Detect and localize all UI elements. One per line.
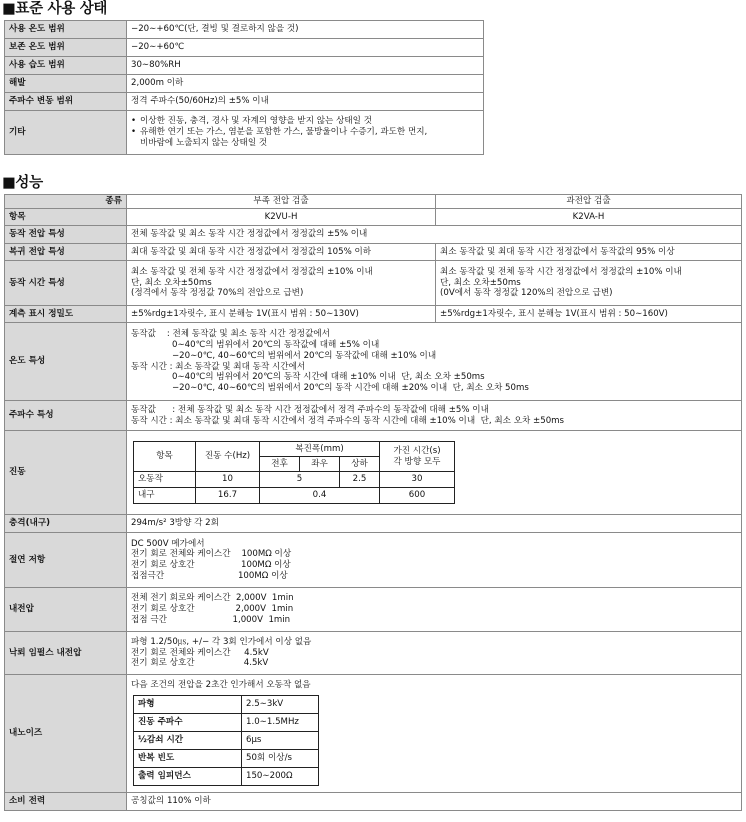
vib-head-amp: 복진폭(mm) <box>260 442 380 457</box>
row-value <box>127 431 742 515</box>
row-label: 낙뢰 임펄스 내전압 <box>5 632 127 675</box>
vib-head-item: 항목 <box>134 442 196 472</box>
noise-key: 반복 빈도 <box>134 749 242 767</box>
row-value: DC 500V 메가에서 전기 회로 전체와 케이스간 100MΩ 이상 전기 회로 상호간 100MΩ 이상 접점극간 100MΩ 이상 <box>127 533 742 588</box>
vib-cell: 0.4 <box>260 488 380 504</box>
head-kind: 종류 <box>5 195 127 209</box>
vib-cell: 16.7 <box>196 488 260 504</box>
vib-head-ud: 상하 <box>340 457 380 472</box>
row-label: 내전압 <box>5 588 127 632</box>
noise-value: 50회 이상/s <box>242 749 319 767</box>
section-title-standard: ■표준 사용 상태 <box>2 1 108 17</box>
row-label: 복귀 전압 특성 <box>5 244 127 261</box>
row-value: 파형 1.2/50㎲, +/− 각 3회 인가에서 이상 없음 전기 회로 전체와 케이스간 4.5kV 전기 회로 상호간 4.5kV <box>127 632 742 675</box>
noise-key: 출력 임피던스 <box>134 767 242 785</box>
noise-table <box>133 695 319 786</box>
head-model1: K2VU-H <box>127 209 436 226</box>
row-label: 동작 시간 특성 <box>5 261 127 306</box>
vib-head-freq: 진동 수(Hz) <box>196 442 260 472</box>
row-label: 절연 저항 <box>5 533 127 588</box>
list-item: • 유해한 연기 또는 가스, 염분을 포함한 가스, 물방울이나 수증기, 과도한 먼지, 비바람에 노출되지 않는 상태일 것 <box>131 127 479 148</box>
vib-head-lr: 좌우 <box>300 457 340 472</box>
row-value: 최소 동작값 및 최대 동작 시간 정정값에서 동작값의 95% 이상 <box>436 244 742 261</box>
row-value: 동작값 : 전체 동작값 및 최소 동작 시간 정정값에서 0∼40℃의 범위에서 20℃의 동작값에 대해 ±5% 이내 −20∼0℃, 40∼60℃의 범위에서 20℃의 동작값에 대해 ±10% 이내 동작 시간 : 최소 동작값 및 최대 동작 시간에서 0∼40℃의 범위에서 20℃의 동작 시간에 대해 ±10% 이내 단, 최소 오차 ±50ms −20∼0℃, 40∼60℃의 범위에서 20℃의 동작 시간에 대해 ±20% 이내 단, 최소 오차 50ms <box>127 323 742 401</box>
row-value <box>127 675 742 793</box>
row-value: 2,000m 이하 <box>127 75 484 93</box>
vib-cell: 5 <box>260 472 340 488</box>
row-value: 전체 동작값 및 최소 동작 시간 정정값에서 정정값의 ±5% 이내 <box>127 226 742 244</box>
vib-cell: 600 <box>380 488 455 504</box>
noise-key: 파형 <box>134 695 242 713</box>
row-value <box>127 111 484 155</box>
standard-conditions-table <box>4 20 484 155</box>
row-label: 진동 <box>5 431 127 515</box>
noise-intro: 다음 조건의 전압을 2초간 인가해서 오동작 없음 <box>131 680 311 691</box>
row-label: 기타 <box>5 111 127 155</box>
vib-cell: 30 <box>380 472 455 488</box>
section-title-performance: ■성능 <box>2 175 43 191</box>
vib-head-fb: 전후 <box>260 457 300 472</box>
head-col2: 과전압 검출 <box>436 195 742 209</box>
row-label: 소비 전력 <box>5 793 127 811</box>
row-value: 전체 전기 회로와 케이스간 2,000V 1min 전기 회로 상호간 2,000V 1min 접점 극간 1,000V 1min <box>127 588 742 632</box>
row-value: 최대 동작값 및 최대 동작 시간 정정값에서 정정값의 105% 이하 <box>127 244 436 261</box>
row-label: 동작 전압 특성 <box>5 226 127 244</box>
vib-cell: 2.5 <box>340 472 380 488</box>
vib-head-time: 가진 시간(s) 각 방향 모두 <box>380 442 455 472</box>
noise-key: ½감쇠 시간 <box>134 731 242 749</box>
vib-row-name: 내구 <box>134 488 196 504</box>
noise-value: 1.0∼1.5MHz <box>242 713 319 731</box>
row-value: 공칭값의 110% 이하 <box>127 793 742 811</box>
row-value: 동작값 : 전체 동작값 및 최소 동작 시간 정정값에서 정격 주파수의 동작값에 대해 ±5% 이내 동작 시간 : 최소 동작값 및 최대 동작 시간에서 정격 주파수의 동작 시간에 대해 ±10% 이내 단, 최소 오차 ±50ms <box>127 401 742 431</box>
head-item: 항목 <box>5 209 127 226</box>
list-item: • 이상한 진동, 충격, 경사 및 자계의 영향을 받지 않는 상태일 것 <box>131 116 479 127</box>
head-col1: 부족 전압 검출 <box>127 195 436 209</box>
row-label: 계측 표시 정밀도 <box>5 306 127 323</box>
noise-key: 진동 주파수 <box>134 713 242 731</box>
noise-value: 6μs <box>242 731 319 749</box>
row-label: 내노이즈 <box>5 675 127 793</box>
row-label: 사용 온도 범위 <box>5 21 127 39</box>
row-value: −20∼+60℃(단, 결빙 및 결로하지 않을 것) <box>127 21 484 39</box>
row-label: 사용 습도 범위 <box>5 57 127 75</box>
row-value: 정격 주파수(50/60Hz)의 ±5% 이내 <box>127 93 484 111</box>
row-value: −20∼+60℃ <box>127 39 484 57</box>
performance-table <box>4 194 742 811</box>
vibration-table <box>133 441 455 504</box>
row-value: 30∼80%RH <box>127 57 484 75</box>
vib-row-name: 오동작 <box>134 472 196 488</box>
row-label: 주파수 특성 <box>5 401 127 431</box>
row-value: ±5%rdg±1자릿수, 표시 분해능 1V(표시 범위 : 50∼160V) <box>436 306 742 323</box>
head-model2: K2VA-H <box>436 209 742 226</box>
row-label: 보존 온도 범위 <box>5 39 127 57</box>
row-label: 온도 특성 <box>5 323 127 401</box>
row-value: 최소 동작값 및 전체 동작 시간 정정값에서 정정값의 ±10% 이내 단, 최소 오차±50ms (정격에서 동작 정정값 70%의 전압으로 급변) <box>127 261 436 306</box>
row-value: 294m/s² 3방향 각 2회 <box>127 515 742 533</box>
row-label: 주파수 변동 범위 <box>5 93 127 111</box>
row-value: 최소 동작값 및 전체 동작 시간 정정값에서 정정값의 ±10% 이내 단, 최소 오차±50ms (0V에서 동작 정정값 120%의 전압으로 급변) <box>436 261 742 306</box>
row-label: 충격(내구) <box>5 515 127 533</box>
row-label: 해발 <box>5 75 127 93</box>
row-value: ±5%rdg±1자릿수, 표시 분해능 1V(표시 범위 : 50∼130V) <box>127 306 436 323</box>
vib-cell: 10 <box>196 472 260 488</box>
noise-value: 2.5∼3kV <box>242 695 319 713</box>
noise-value: 150∼200Ω <box>242 767 319 785</box>
